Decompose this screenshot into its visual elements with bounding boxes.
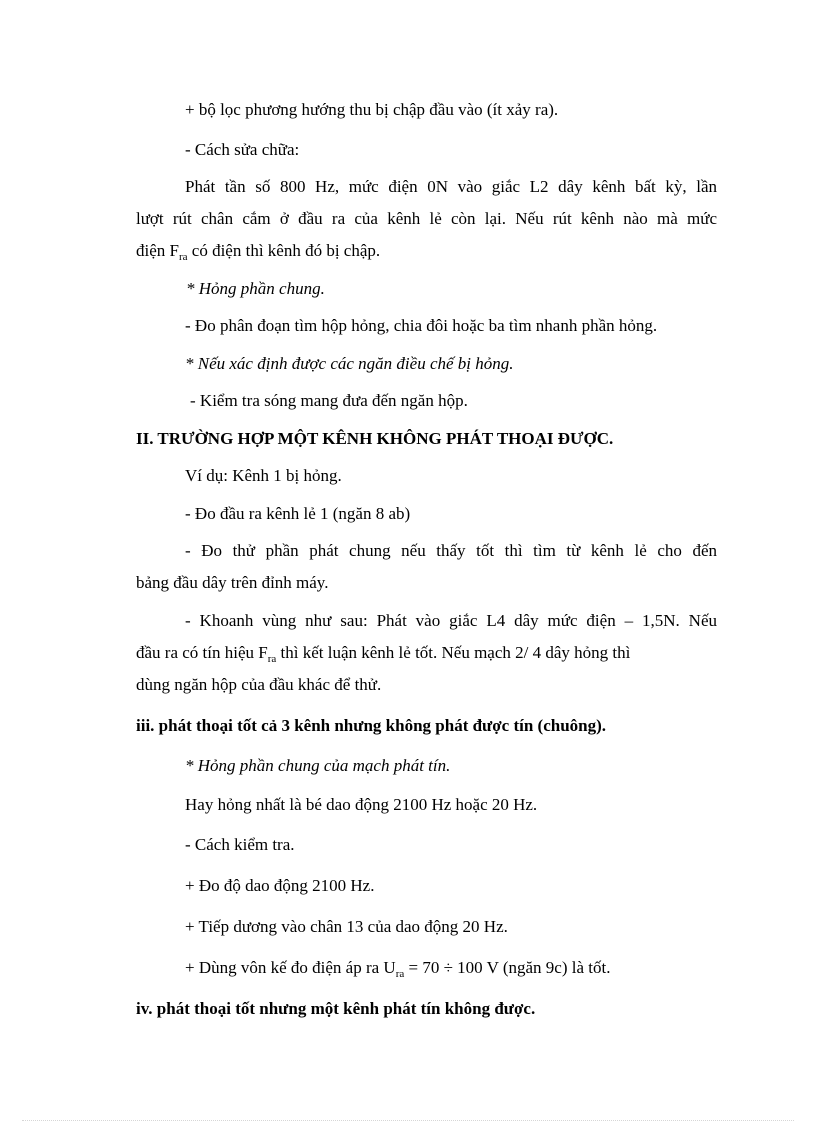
line-22-a: + Dùng vôn kế đo điện áp ra U (185, 958, 396, 977)
line-7: - Đo phân đoạn tìm hộp hỏng, chia đôi hoặc ba tìm nhanh phần hỏng. (185, 316, 658, 335)
line-22 (185, 958, 610, 978)
line-13: bảng đầu dây trên đỉnh máy. (136, 573, 329, 592)
line-2: - Cách sửa chữa: (185, 140, 300, 159)
line-1: + bộ lọc phương hướng thu bị chập đầu vào (ít xảy ra). (185, 100, 559, 119)
line-11: - Đo đầu ra kênh lẻ 1 (ngăn 8 ab) (185, 504, 411, 523)
line-19: - Cách kiểm tra. (185, 835, 295, 854)
line-20: + Đo độ dao động 2100 Hz. (185, 876, 375, 895)
heading-ii: II. TRƯỜNG HỢP MỘT KÊNH KHÔNG PHÁT THOẠI ĐƯỢC. (136, 429, 614, 448)
line-9: - Kiểm tra sóng mang đưa đến ngăn hộp. (190, 391, 468, 410)
line-16: dùng ngăn hộp của đầu khác để thử. (136, 675, 382, 694)
line-22-b: = 70 ÷ 100 V (ngăn 9c) là tốt. (404, 958, 611, 977)
line-5-a: điện F (136, 241, 179, 260)
line-10: Ví dụ: Kênh 1 bị hỏng. (185, 466, 342, 485)
line-3: Phát tần số 800 Hz, mức điện 0N vào giắc L2 dây kênh bất kỳ, lần (185, 177, 717, 196)
line-15-a: đầu ra có tín hiệu F (136, 643, 268, 662)
subscript-ra: ra (395, 968, 405, 980)
line-5 (136, 241, 380, 261)
line-8: * Nếu xác định được các ngăn điều chế bị hỏng. (185, 354, 514, 373)
line-4: lượt rút chân cắm ở đầu ra của kênh lẻ còn lại. Nếu rút kênh nào mà mức (136, 209, 717, 228)
line-15-b: thì kết luận kênh lẻ tốt. Nếu mạch 2/ 4 dây hỏng thì (276, 643, 631, 662)
heading-iii: iii. phát thoại tốt cả 3 kênh nhưng không phát được tín (chuông). (136, 716, 607, 735)
subscript-ra: ra (267, 653, 277, 665)
line-17: * Hỏng phần chung của mạch phát tín. (185, 756, 451, 775)
subscript-ra: ra (178, 251, 188, 263)
line-18: Hay hỏng nhất là bé dao động 2100 Hz hoặc 20 Hz. (185, 795, 538, 814)
line-14: - Khoanh vùng như sau: Phát vào giắc L4 dây mức điện – 1,5N. Nếu (185, 611, 717, 630)
heading-iv: iv. phát thoại tốt nhưng một kênh phát tín không được. (136, 999, 536, 1018)
line-5-b: có điện thì kênh đó bị chập. (187, 241, 381, 260)
line-6: * Hỏng phần chung. (186, 279, 325, 298)
line-15 (136, 643, 630, 663)
line-21: + Tiếp dương vào chân 13 của dao động 20 Hz. (185, 917, 508, 936)
line-12: - Đo thử phần phát chung nếu thấy tốt thì tìm từ kênh lẻ cho đến (185, 541, 717, 560)
page-bottom-border (22, 1120, 794, 1121)
